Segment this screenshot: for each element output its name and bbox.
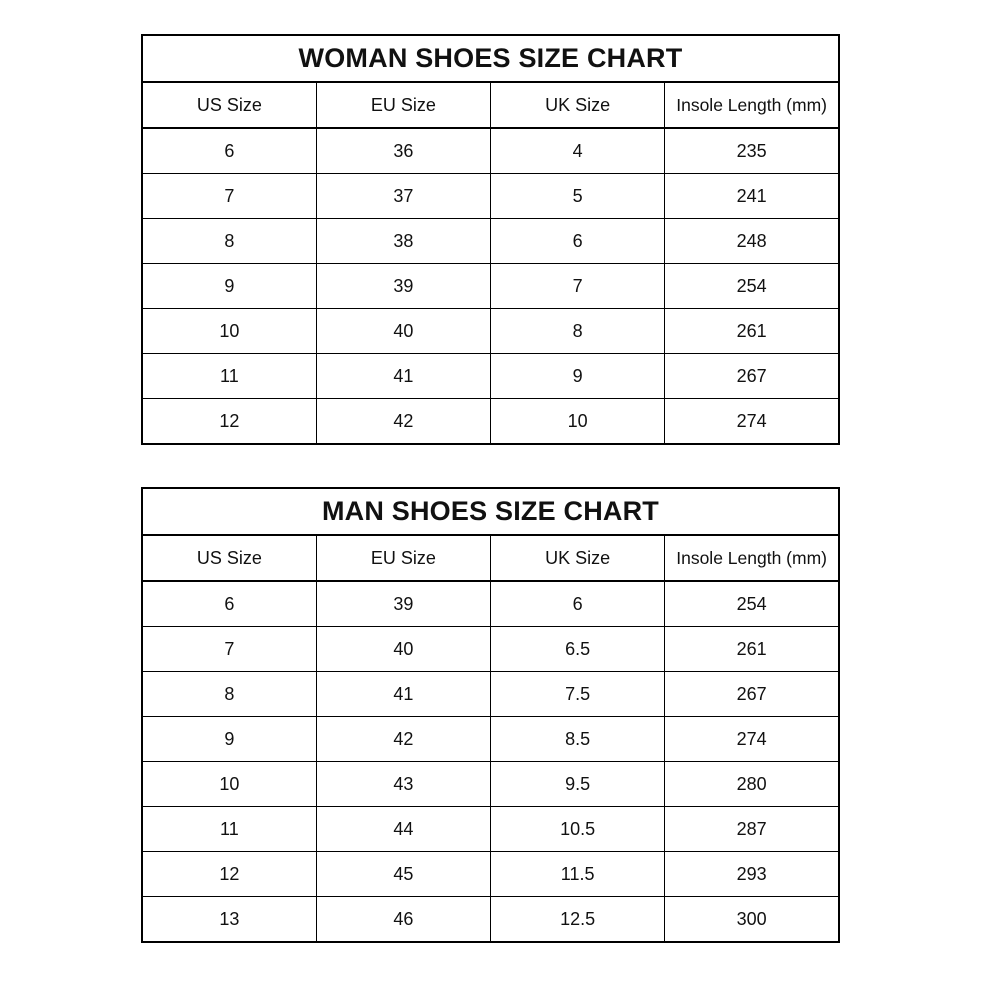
us-size-header: US Size [142,82,316,128]
us-size-cell: 8 [142,219,316,264]
uk-size-cell: 7 [491,264,665,309]
insole-length-cell: 254 [665,581,839,627]
table-row [142,309,839,354]
uk-size-cell: 9 [491,354,665,399]
uk-size-header: UK Size [491,535,665,581]
us-size-cell: 12 [142,399,316,445]
uk-size-cell: 5 [491,174,665,219]
eu-size-cell: 43 [316,762,490,807]
table-row [142,581,839,627]
eu-size-cell: 46 [316,897,490,943]
us-size-cell: 8 [142,672,316,717]
table-row [142,807,839,852]
insole-length-cell: 261 [665,309,839,354]
man-size-rows [142,581,839,942]
us-size-cell: 7 [142,174,316,219]
insole-length-cell: 280 [665,762,839,807]
us-size-cell: 9 [142,717,316,762]
table-row [142,627,839,672]
insole-length-cell: 293 [665,852,839,897]
uk-size-cell: 10 [491,399,665,445]
insole-length-cell: 241 [665,174,839,219]
us-size-cell: 11 [142,354,316,399]
insole-length-header: Insole Length (mm) [665,535,839,581]
eu-size-cell: 41 [316,354,490,399]
insole-length-cell: 248 [665,219,839,264]
table-row [142,672,839,717]
table-row [142,219,839,264]
uk-size-cell: 6 [491,219,665,264]
us-size-cell: 12 [142,852,316,897]
woman-size-rows [142,128,839,444]
uk-size-cell: 12.5 [491,897,665,943]
us-size-cell: 11 [142,807,316,852]
eu-size-cell: 40 [316,309,490,354]
uk-size-cell: 8.5 [491,717,665,762]
us-size-cell: 9 [142,264,316,309]
us-size-cell: 10 [142,309,316,354]
eu-size-header: EU Size [316,82,490,128]
insole-length-cell: 235 [665,128,839,174]
uk-size-cell: 7.5 [491,672,665,717]
man-header-row [142,535,839,581]
eu-size-cell: 39 [316,581,490,627]
us-size-cell: 10 [142,762,316,807]
eu-size-cell: 42 [316,399,490,445]
insole-length-cell: 274 [665,717,839,762]
eu-size-cell: 36 [316,128,490,174]
woman-header-row [142,82,839,128]
us-size-cell: 6 [142,581,316,627]
insole-length-cell: 300 [665,897,839,943]
us-size-cell: 13 [142,897,316,943]
eu-size-cell: 37 [316,174,490,219]
eu-size-cell: 39 [316,264,490,309]
table-row [142,762,839,807]
table-row [142,897,839,943]
table-row [142,399,839,445]
woman-size-chart-table [141,34,840,445]
us-size-header: US Size [142,535,316,581]
table-row [142,717,839,762]
eu-size-cell: 42 [316,717,490,762]
uk-size-cell: 8 [491,309,665,354]
insole-length-cell: 267 [665,672,839,717]
eu-size-cell: 40 [316,627,490,672]
eu-size-cell: 38 [316,219,490,264]
table-row [142,354,839,399]
insole-length-cell: 267 [665,354,839,399]
uk-size-header: UK Size [491,82,665,128]
eu-size-header: EU Size [316,535,490,581]
insole-length-cell: 261 [665,627,839,672]
eu-size-cell: 45 [316,852,490,897]
insole-length-cell: 274 [665,399,839,445]
insole-length-header: Insole Length (mm) [665,82,839,128]
uk-size-cell: 4 [491,128,665,174]
uk-size-cell: 6.5 [491,627,665,672]
insole-length-cell: 254 [665,264,839,309]
table-row [142,174,839,219]
table-row [142,852,839,897]
uk-size-cell: 10.5 [491,807,665,852]
table-row [142,264,839,309]
man-chart-title: MAN SHOES SIZE CHART [142,488,839,535]
uk-size-cell: 9.5 [491,762,665,807]
man-size-chart-table [141,487,840,943]
uk-size-cell: 6 [491,581,665,627]
eu-size-cell: 41 [316,672,490,717]
insole-length-cell: 287 [665,807,839,852]
woman-chart-title: WOMAN SHOES SIZE CHART [142,35,839,82]
us-size-cell: 7 [142,627,316,672]
us-size-cell: 6 [142,128,316,174]
eu-size-cell: 44 [316,807,490,852]
table-row [142,128,839,174]
uk-size-cell: 11.5 [491,852,665,897]
